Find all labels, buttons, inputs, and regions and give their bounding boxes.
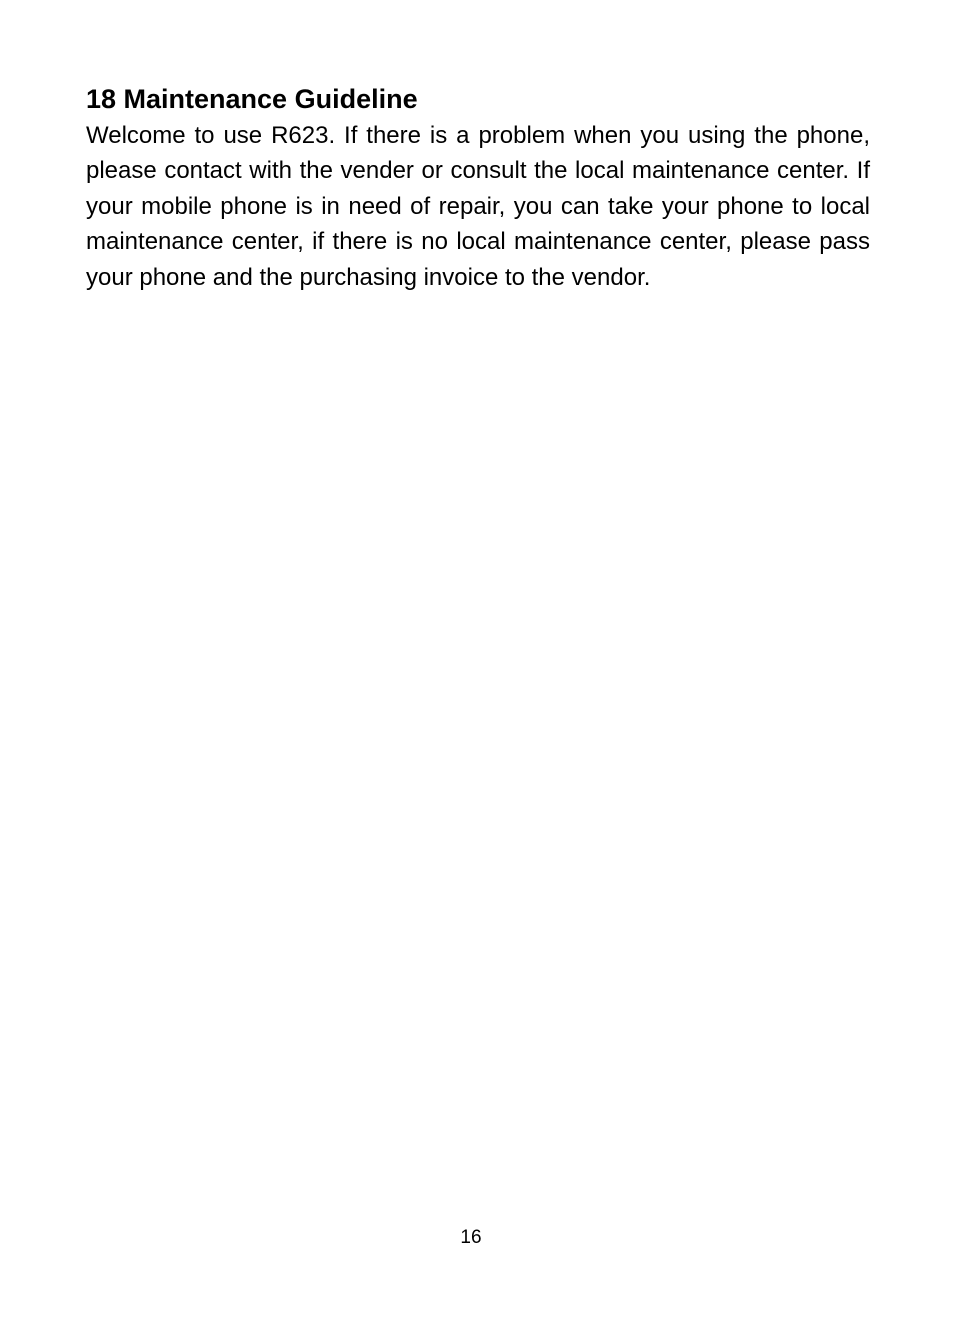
page-number: 16 [460,1227,482,1248]
section-heading: 18 Maintenance Guideline [86,84,418,114]
section-body-paragraph: Welcome to use R623. If there is a problem when you using the phone, please contact with the vender or consult the local maintenance center. If your mobile phone is in need of repair, you can take your phone to local maintenance center, if there is no local maintenance center, please pass your phone and the purchasing invoice to the vendor. [86,122,870,291]
